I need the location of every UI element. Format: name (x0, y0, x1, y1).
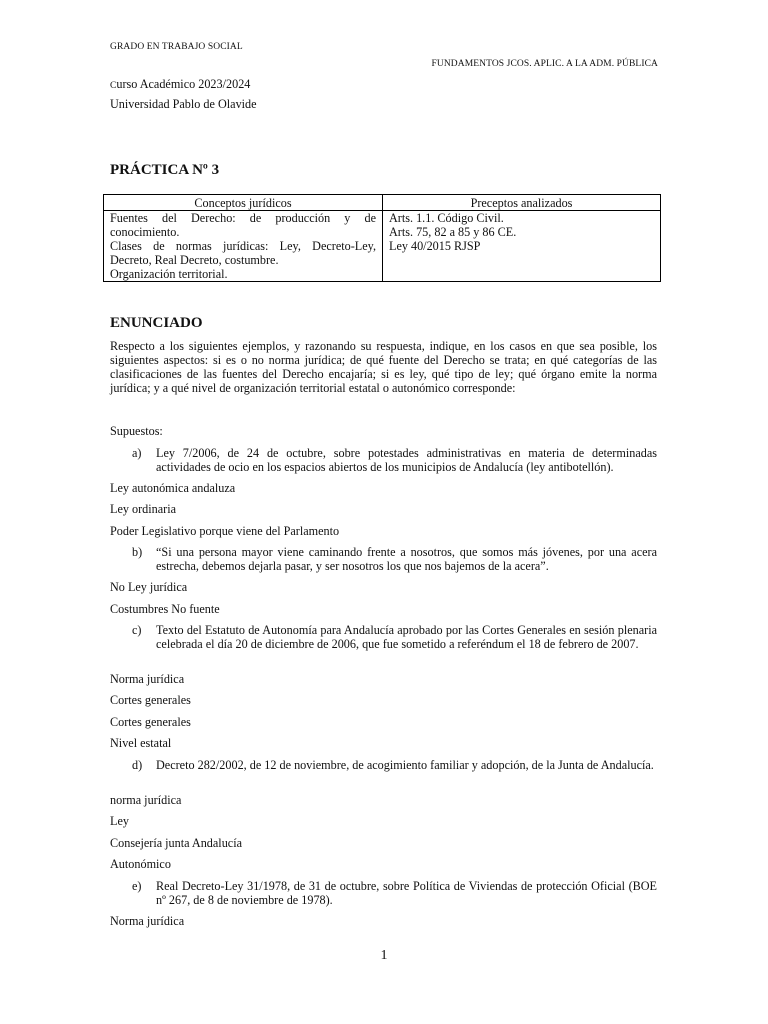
list-item (132, 446, 657, 474)
practice-title: PRÁCTICA Nº 3 (110, 162, 220, 178)
table-header-concepts: Conceptos jurídicos (104, 195, 383, 211)
item-text: Decreto 282/2002, de 12 de noviembre, de acogimiento familiar y adopción, de la Junta de Andalucía. (156, 758, 654, 772)
academic-year-text: urso Académico 2023/2024 (116, 77, 251, 91)
item-label: b) (132, 545, 143, 559)
header-subject: FUNDAMENTOS JCOS. APLIC. A LA ADM. PÚBLICA (431, 59, 658, 69)
item-text: “Si una persona mayor viene caminando frente a nosotros, que somos más jóvenes, por una acera estrecha, debemos dejarla pasar, y ser nosotros los que nos bajemos de la acera”. (156, 545, 657, 573)
answer-line: Cortes generales (110, 693, 191, 707)
precept-item: Arts. 75, 82 a 85 y 86 CE. (389, 225, 517, 239)
answer-line: No Ley jurídica (110, 580, 188, 594)
item-label: e) (132, 879, 142, 893)
page-number: 1 (380, 948, 388, 963)
answer-line: Cortes generales (110, 715, 191, 729)
answer-line: norma jurídica (110, 793, 182, 807)
answer-line: Ley ordinaria (110, 502, 176, 516)
list-item (132, 623, 657, 665)
concept-item: Clases de normas jurídicas: Ley, Decreto-Ley, Decreto, Real Decreto, costumbre. (110, 239, 376, 267)
table-row (104, 211, 661, 282)
item-text: Ley 7/2006, de 24 de octubre, sobre potestades administrativas en materia de determinadas actividades de ocio en los espacios abiertos de los municipios de Andalucía (ley antibotellón). (156, 446, 657, 474)
header-degree: GRADO EN TRABAJO SOCIAL (110, 42, 243, 52)
answer-line: Autonómico (110, 857, 171, 871)
item-label: d) (132, 758, 143, 772)
university-name: Universidad Pablo de Olavide (110, 97, 257, 111)
answer-line: Ley (110, 814, 129, 828)
item-label: c) (132, 623, 142, 637)
list-item (132, 879, 657, 907)
answer-line: Poder Legislativo porque viene del Parlamento (110, 524, 340, 538)
list-item (132, 758, 657, 786)
list-item (132, 545, 657, 573)
concept-item: Fuentes del Derecho: de producción y de conocimiento. (110, 211, 376, 239)
answer-line: Nivel estatal (110, 736, 172, 750)
concepts-cell (104, 211, 383, 282)
precept-item: Arts. 1.1. Código Civil. (389, 211, 504, 225)
table-header-precepts: Preceptos analizados (383, 195, 661, 211)
statement-heading: ENUNCIADO (110, 315, 203, 331)
answer-line: Consejería junta Andalucía (110, 836, 242, 850)
answer-line: Norma jurídica (110, 914, 185, 928)
statement-text: Respecto a los siguientes ejemplos, y razonando su respuesta, indique, en los casos en que sea posible, los siguientes aspectos: si es o no norma jurídica; de qué fuente del Derecho se trata; en qué categorías de las clasificaciones de las fuentes del Derecho encajaría; si es ley, qué tipo de ley; qué órgano emite la norma jurídica; y a qué nivel de organización territorial estatal o autonómico corresponde: (110, 339, 657, 395)
item-text: Texto del Estatuto de Autonomía para Andalucía aprobado por las Cortes Generales en sesión plenaria celebrada el día 20 de diciembre de 2006, que fue sometido a referéndum el 18 de febrero de 2007. (156, 623, 657, 651)
precept-item: Ley 40/2015 RJSP (389, 239, 481, 253)
concepts-table (103, 194, 661, 282)
answer-line: Ley autonómica andaluza (110, 481, 236, 495)
supuestos-label: Supuestos: (110, 424, 163, 438)
item-text: Real Decreto-Ley 31/1978, de 31 de octubre, sobre Política de Viviendas de protección Oficial (BOE nº 267, de 8 de noviembre de 1978). (156, 879, 657, 907)
precepts-cell (383, 211, 661, 282)
academic-year-prefix: C (110, 81, 117, 91)
item-label: a) (132, 446, 142, 460)
table-header-row (104, 195, 661, 211)
answer-line: Costumbres No fuente (110, 602, 220, 616)
concept-item: Organización territorial. (110, 267, 228, 281)
academic-year (110, 77, 250, 93)
answer-line: Norma jurídica (110, 672, 185, 686)
